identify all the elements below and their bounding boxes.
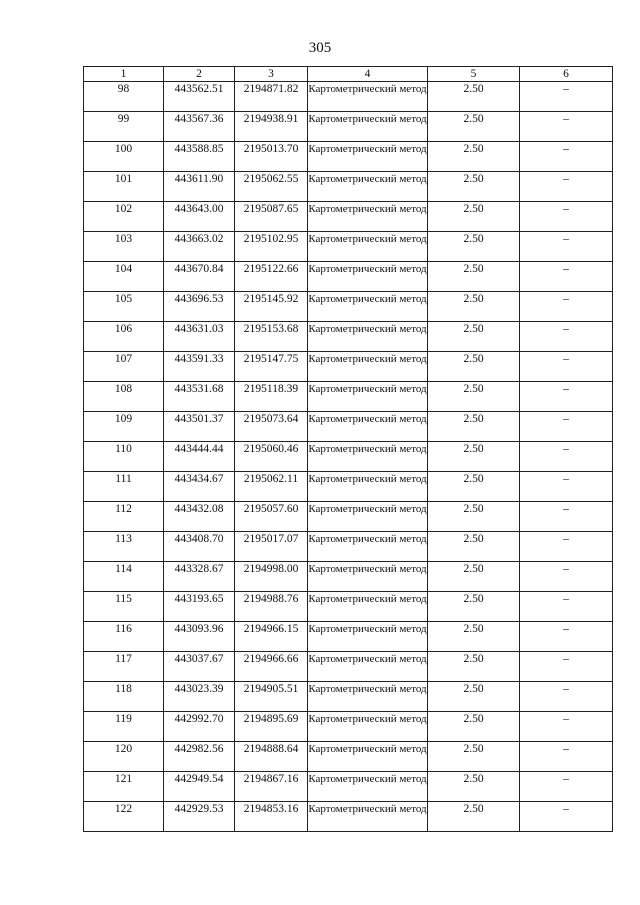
x-coordinate-cell: 443696.53 (164, 292, 235, 322)
table-row (84, 142, 613, 172)
accuracy-cell: 2.50 (428, 682, 520, 712)
note-cell: – (520, 172, 613, 202)
column-header: 1 (84, 67, 164, 82)
table-row (84, 472, 613, 502)
note-cell: – (520, 262, 613, 292)
note-cell: – (520, 532, 613, 562)
y-coordinate-cell: 2194888.64 (235, 742, 308, 772)
note-cell: – (520, 562, 613, 592)
note-cell: – (520, 142, 613, 172)
accuracy-cell: 2.50 (428, 772, 520, 802)
point-number-cell: 111 (84, 472, 164, 502)
y-coordinate-cell: 2194998.00 (235, 562, 308, 592)
table-row (84, 562, 613, 592)
accuracy-cell: 2.50 (428, 322, 520, 352)
method-cell: Картометрический метод (308, 322, 428, 352)
accuracy-cell: 2.50 (428, 412, 520, 442)
x-coordinate-cell: 443631.03 (164, 322, 235, 352)
table-row (84, 262, 613, 292)
x-coordinate-cell: 442929.53 (164, 802, 235, 832)
note-cell: – (520, 502, 613, 532)
x-coordinate-cell: 442982.56 (164, 742, 235, 772)
point-number-cell: 109 (84, 412, 164, 442)
note-cell: – (520, 802, 613, 832)
point-number-cell: 114 (84, 562, 164, 592)
x-coordinate-cell: 443444.44 (164, 442, 235, 472)
note-cell: – (520, 712, 613, 742)
y-coordinate-cell: 2195118.39 (235, 382, 308, 412)
y-coordinate-cell: 2195153.68 (235, 322, 308, 352)
accuracy-cell: 2.50 (428, 442, 520, 472)
method-cell: Картометрический метод (308, 622, 428, 652)
x-coordinate-cell: 443037.67 (164, 652, 235, 682)
point-number-cell: 118 (84, 682, 164, 712)
accuracy-cell: 2.50 (428, 712, 520, 742)
note-cell: – (520, 472, 613, 502)
accuracy-cell: 2.50 (428, 592, 520, 622)
accuracy-cell: 2.50 (428, 262, 520, 292)
method-cell: Картометрический метод (308, 202, 428, 232)
column-header: 6 (520, 67, 613, 82)
y-coordinate-cell: 2194905.51 (235, 682, 308, 712)
y-coordinate-cell: 2195087.65 (235, 202, 308, 232)
y-coordinate-cell: 2195073.64 (235, 412, 308, 442)
accuracy-cell: 2.50 (428, 112, 520, 142)
y-coordinate-cell: 2194853.16 (235, 802, 308, 832)
method-cell: Картометрический метод (308, 442, 428, 472)
y-coordinate-cell: 2194966.15 (235, 622, 308, 652)
accuracy-cell: 2.50 (428, 802, 520, 832)
accuracy-cell: 2.50 (428, 202, 520, 232)
note-cell: – (520, 682, 613, 712)
x-coordinate-cell: 442992.70 (164, 712, 235, 742)
method-cell: Картометрический метод (308, 562, 428, 592)
point-number-cell: 98 (84, 82, 164, 112)
y-coordinate-cell: 2195062.55 (235, 172, 308, 202)
point-number-cell: 122 (84, 802, 164, 832)
point-number-cell: 104 (84, 262, 164, 292)
table-row (84, 772, 613, 802)
note-cell: – (520, 412, 613, 442)
table-row (84, 652, 613, 682)
point-number-cell: 115 (84, 592, 164, 622)
accuracy-cell: 2.50 (428, 472, 520, 502)
y-coordinate-cell: 2195060.46 (235, 442, 308, 472)
x-coordinate-cell: 443591.33 (164, 352, 235, 382)
method-cell: Картометрический метод (308, 412, 428, 442)
point-number-cell: 112 (84, 502, 164, 532)
x-coordinate-cell: 443434.67 (164, 472, 235, 502)
method-cell: Картометрический метод (308, 232, 428, 262)
method-cell: Картометрический метод (308, 742, 428, 772)
table-row (84, 622, 613, 652)
note-cell: – (520, 292, 613, 322)
table-row (84, 352, 613, 382)
y-coordinate-cell: 2194895.69 (235, 712, 308, 742)
note-cell: – (520, 202, 613, 232)
point-number-cell: 106 (84, 322, 164, 352)
note-cell: – (520, 652, 613, 682)
method-cell: Картометрический метод (308, 772, 428, 802)
method-cell: Картометрический метод (308, 532, 428, 562)
accuracy-cell: 2.50 (428, 622, 520, 652)
y-coordinate-cell: 2194867.16 (235, 772, 308, 802)
point-number-cell: 102 (84, 202, 164, 232)
point-number-cell: 110 (84, 442, 164, 472)
x-coordinate-cell: 443611.90 (164, 172, 235, 202)
table-row (84, 202, 613, 232)
accuracy-cell: 2.50 (428, 352, 520, 382)
x-coordinate-cell: 443531.68 (164, 382, 235, 412)
y-coordinate-cell: 2195102.95 (235, 232, 308, 262)
method-cell: Картометрический метод (308, 172, 428, 202)
table-row (84, 292, 613, 322)
y-coordinate-cell: 2194938.91 (235, 112, 308, 142)
x-coordinate-cell: 443093.96 (164, 622, 235, 652)
table-row (84, 232, 613, 262)
method-cell: Картометрический метод (308, 112, 428, 142)
table-row (84, 712, 613, 742)
coordinates-table (83, 66, 613, 832)
note-cell: – (520, 622, 613, 652)
method-cell: Картометрический метод (308, 262, 428, 292)
x-coordinate-cell: 443670.84 (164, 262, 235, 292)
table-row (84, 442, 613, 472)
point-number-cell: 103 (84, 232, 164, 262)
note-cell: – (520, 322, 613, 352)
page-number: 305 (308, 40, 332, 56)
point-number-cell: 105 (84, 292, 164, 322)
method-cell: Картометрический метод (308, 592, 428, 622)
x-coordinate-cell: 443567.36 (164, 112, 235, 142)
column-header: 4 (308, 67, 428, 82)
method-cell: Картометрический метод (308, 682, 428, 712)
x-coordinate-cell: 443663.02 (164, 232, 235, 262)
x-coordinate-cell: 443432.08 (164, 502, 235, 532)
point-number-cell: 119 (84, 712, 164, 742)
method-cell: Картометрический метод (308, 652, 428, 682)
note-cell: – (520, 232, 613, 262)
accuracy-cell: 2.50 (428, 742, 520, 772)
method-cell: Картометрический метод (308, 712, 428, 742)
method-cell: Картометрический метод (308, 802, 428, 832)
table-row (84, 502, 613, 532)
point-number-cell: 107 (84, 352, 164, 382)
note-cell: – (520, 772, 613, 802)
table-row (84, 172, 613, 202)
column-header: 5 (428, 67, 520, 82)
y-coordinate-cell: 2195057.60 (235, 502, 308, 532)
accuracy-cell: 2.50 (428, 502, 520, 532)
accuracy-cell: 2.50 (428, 232, 520, 262)
point-number-cell: 116 (84, 622, 164, 652)
point-number-cell: 100 (84, 142, 164, 172)
point-number-cell: 120 (84, 742, 164, 772)
accuracy-cell: 2.50 (428, 382, 520, 412)
y-coordinate-cell: 2195013.70 (235, 142, 308, 172)
note-cell: – (520, 82, 613, 112)
table-row (84, 112, 613, 142)
note-cell: – (520, 352, 613, 382)
table-row (84, 82, 613, 112)
x-coordinate-cell: 443328.67 (164, 562, 235, 592)
note-cell: – (520, 112, 613, 142)
y-coordinate-cell: 2195147.75 (235, 352, 308, 382)
accuracy-cell: 2.50 (428, 142, 520, 172)
table-row (84, 322, 613, 352)
table-row (84, 592, 613, 622)
table-row (84, 682, 613, 712)
column-header: 3 (235, 67, 308, 82)
method-cell: Картометрический метод (308, 352, 428, 382)
y-coordinate-cell: 2195122.66 (235, 262, 308, 292)
method-cell: Картометрический метод (308, 292, 428, 322)
note-cell: – (520, 742, 613, 772)
point-number-cell: 121 (84, 772, 164, 802)
y-coordinate-cell: 2195062.11 (235, 472, 308, 502)
accuracy-cell: 2.50 (428, 172, 520, 202)
note-cell: – (520, 592, 613, 622)
table-header-row (84, 67, 613, 82)
table-row (84, 412, 613, 442)
method-cell: Картометрический метод (308, 472, 428, 502)
x-coordinate-cell: 443193.65 (164, 592, 235, 622)
method-cell: Картометрический метод (308, 382, 428, 412)
point-number-cell: 108 (84, 382, 164, 412)
y-coordinate-cell: 2194966.66 (235, 652, 308, 682)
point-number-cell: 99 (84, 112, 164, 142)
x-coordinate-cell: 442949.54 (164, 772, 235, 802)
method-cell: Картометрический метод (308, 82, 428, 112)
x-coordinate-cell: 443643.00 (164, 202, 235, 232)
accuracy-cell: 2.50 (428, 652, 520, 682)
method-cell: Картометрический метод (308, 502, 428, 532)
point-number-cell: 117 (84, 652, 164, 682)
table-row (84, 802, 613, 832)
x-coordinate-cell: 443023.39 (164, 682, 235, 712)
table-body (84, 82, 613, 832)
accuracy-cell: 2.50 (428, 292, 520, 322)
accuracy-cell: 2.50 (428, 562, 520, 592)
x-coordinate-cell: 443588.85 (164, 142, 235, 172)
note-cell: – (520, 442, 613, 472)
y-coordinate-cell: 2194871.82 (235, 82, 308, 112)
accuracy-cell: 2.50 (428, 532, 520, 562)
x-coordinate-cell: 443562.51 (164, 82, 235, 112)
y-coordinate-cell: 2195145.92 (235, 292, 308, 322)
table-row (84, 532, 613, 562)
point-number-cell: 101 (84, 172, 164, 202)
table-row (84, 382, 613, 412)
table-row (84, 742, 613, 772)
x-coordinate-cell: 443408.70 (164, 532, 235, 562)
accuracy-cell: 2.50 (428, 82, 520, 112)
y-coordinate-cell: 2194988.76 (235, 592, 308, 622)
note-cell: – (520, 382, 613, 412)
point-number-cell: 113 (84, 532, 164, 562)
y-coordinate-cell: 2195017.07 (235, 532, 308, 562)
method-cell: Картометрический метод (308, 142, 428, 172)
x-coordinate-cell: 443501.37 (164, 412, 235, 442)
column-header: 2 (164, 67, 235, 82)
